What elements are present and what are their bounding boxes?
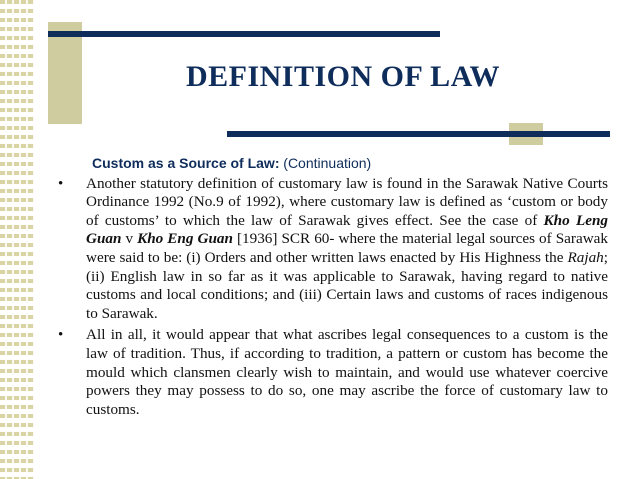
- bullet-marker: •: [58, 175, 64, 192]
- rajah-term: Rajah: [567, 248, 604, 266]
- case-party-defendant: Kho Eng Guan: [137, 230, 233, 248]
- bullet-text-part: ; (ii) English law in so far as it was applicable to Sarawak, having regard to native customs and local conditions; and (iii) Certain laws and customs of races indigenous to Sarawak.: [86, 248, 608, 322]
- slide-content: [56, 154, 608, 422]
- bullet-text-part: v: [121, 230, 138, 248]
- bullet-text: All in all, it would appear that what ascribes legal consequences to a custom is the law of tradition. Thus, if according to tradition, a pattern or custom has become the mould which clansmen clearly wish to maintain, and would use whatever coercive powers they may possess to do so, one may ascribe the force of customary law to customs.: [86, 326, 608, 418]
- bullet-item: [56, 326, 608, 419]
- subheading: [56, 154, 608, 174]
- subheading-label: Custom as a Source of Law:: [92, 155, 280, 171]
- bullet-text-part: [1936] SCR 60- where the material legal sources of Sarawak were said to be: (i) Orders and other written laws enacted by His Highness the: [86, 230, 609, 266]
- subheading-continuation: (Continuation): [283, 155, 372, 171]
- bullet-marker: •: [58, 327, 64, 344]
- bottom-rule: [227, 131, 610, 137]
- case-party-plaintiff: Kho Leng Guan: [86, 211, 609, 248]
- slide-title: DEFINITION OF LAW: [185, 60, 501, 93]
- bullet-text: [86, 175, 608, 324]
- top-rule: [48, 31, 440, 37]
- bullet-item: [56, 175, 608, 324]
- bullet-text-part: Another statutory definition of customary law is found in the Sarawak Native Courts Ordinance 1992 (No.9 of 1992), where customary law is defined as ‘custom or body of customs’ to which the law of Sarawak gives effect. See the case of: [86, 174, 608, 229]
